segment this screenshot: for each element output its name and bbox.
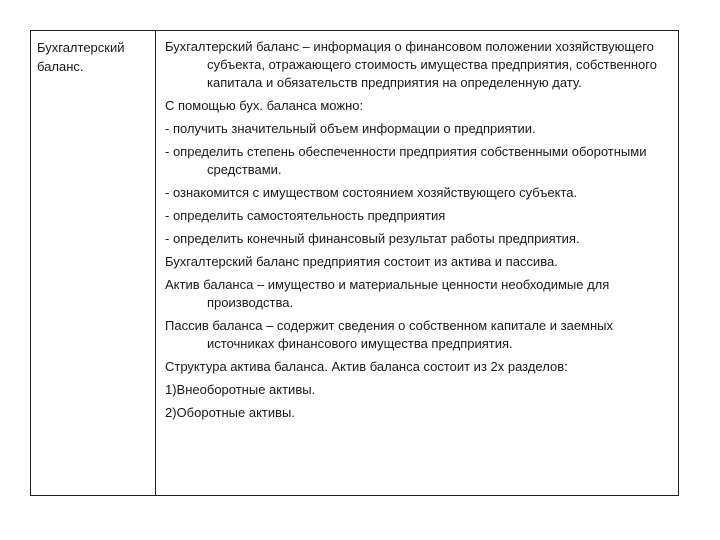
paragraph-section-1: 1)Внеоборотные активы. xyxy=(165,382,316,397)
paragraph-structure: Структура актива баланса. Актив баланса состоит из 2х разделов: xyxy=(165,359,568,374)
paragraph-liabilities: Пассив баланса – содержит сведения о собственном капитале и заемных источниках финансового имущества предприятия. xyxy=(165,318,614,351)
paragraph-definition: Бухгалтерский баланс – информация о финансовом положении хозяйствующего субъекта, отражающего стоимость имущества предприятия, собственного капитала и обязательств предприятия на определенную дату. xyxy=(165,39,657,90)
paragraph-bullet-info: - получить значительный объем информации о предприятии. xyxy=(165,121,536,136)
paragraph-bullet-independence: - определить самостоятельность предприятия xyxy=(165,208,446,223)
paragraph-bullet-property: - ознакомится с имуществом состоянием хозяйствующего субъекта. xyxy=(165,185,578,200)
definition-cell xyxy=(156,31,678,495)
paragraph-bullet-result: - определить конечный финансовый результат работы предприятия. xyxy=(165,231,580,246)
paragraph-section-2: 2)Оборотные активы. xyxy=(165,405,295,420)
paragraph-assets: Актив баланса – имущество и материальные ценности необходимые для производства. xyxy=(165,277,610,310)
paragraph-intro: С помощью бух. баланса можно: xyxy=(165,98,364,113)
paragraph-composition: Бухгалтерский баланс предприятия состоит из актива и пассива. xyxy=(165,254,558,269)
term-cell xyxy=(31,31,156,495)
paragraph-bullet-funds: - определить степень обеспеченности предприятия собственными оборотными средствами. xyxy=(165,144,647,177)
term-label: Бухгалтерский баланс. xyxy=(37,40,125,74)
document-table xyxy=(30,30,679,496)
